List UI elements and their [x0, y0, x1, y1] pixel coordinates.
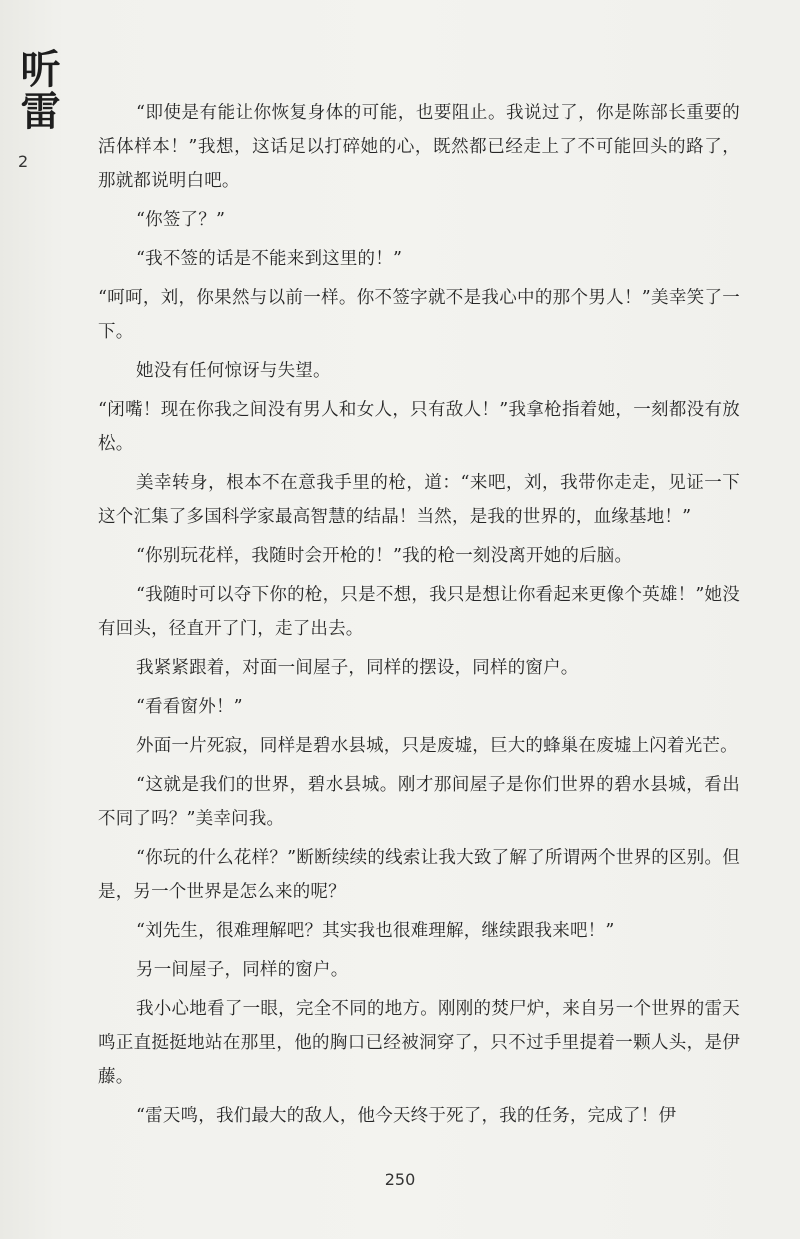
paragraph: “你玩的什么花样？”断断续续的线索让我大致了解了所谓两个世界的区别。但是，另一个世界是怎么来的呢？ — [98, 848, 740, 902]
side-chapter-number: 2 — [18, 152, 29, 171]
paragraph: “闭嘴！现在你我之间没有男人和女人，只有敌人！”我拿枪指着她，一刻都没有放松。 — [98, 400, 740, 454]
paragraph: 另一间屋子，同样的窗户。 — [136, 960, 349, 980]
paragraph: 美幸转身，根本不在意我手里的枪，道：“来吧，刘，我带你走走，见证一下这个汇集了多国科学家最高智慧的结晶！当然，是我的世界的，血缘基地！” — [98, 473, 740, 527]
paragraph: 我小心地看了一眼，完全不同的地方。刚刚的焚尸炉，来自另一个世界的雷天鸣正直挺挺地站在那里，他的胸口已经被洞穿了，只不过手里提着一颗人头，是伊藤。 — [98, 999, 740, 1087]
paragraph: “即使是有能让你恢复身体的可能，也要阻止。我说过了，你是陈部长重要的活体样本！”我想，这话足以打碎她的心，既然都已经走上了不可能回头的路了，那就都说明白吧。 — [98, 103, 740, 191]
paragraph: “雷天鸣，我们最大的敌人，他今天终于死了，我的任务，完成了！伊 — [136, 1106, 677, 1126]
paragraph: 她没有任何惊讶与失望。 — [136, 361, 331, 381]
paragraph: “我随时可以夺下你的枪，只是不想，我只是想让你看起来更像个英雄！”她没有回头，径直开了门，走了出去。 — [98, 585, 740, 639]
paragraph: “你别玩花样，我随时会开枪的！”我的枪一刻没离开她的后脑。 — [136, 546, 633, 566]
paragraph: “看看窗外！” — [136, 697, 243, 717]
page-body — [98, 96, 740, 1138]
paragraph: “你签了？” — [136, 210, 226, 230]
side-book-title: 听雷 — [14, 48, 61, 132]
page-number: 250 — [384, 1170, 416, 1189]
paragraph: 我紧紧跟着，对面一间屋子，同样的摆设，同样的窗户。 — [136, 658, 579, 678]
paragraph: “我不签的话是不能来到这里的！” — [136, 249, 403, 269]
paragraph: “呵呵，刘，你果然与以前一样。你不签字就不是我心中的那个男人！”美幸笑了一下。 — [98, 288, 740, 342]
paragraph: “这就是我们的世界，碧水县城。刚才那间屋子是你们世界的碧水县城，看出不同了吗？”美幸问我。 — [98, 775, 740, 829]
paragraph: “刘先生，很难理解吧？其实我也很难理解，继续跟我来吧！” — [136, 921, 615, 941]
paragraph: 外面一片死寂，同样是碧水县城，只是废墟，巨大的蜂巢在废墟上闪着光芒。 — [136, 736, 738, 756]
